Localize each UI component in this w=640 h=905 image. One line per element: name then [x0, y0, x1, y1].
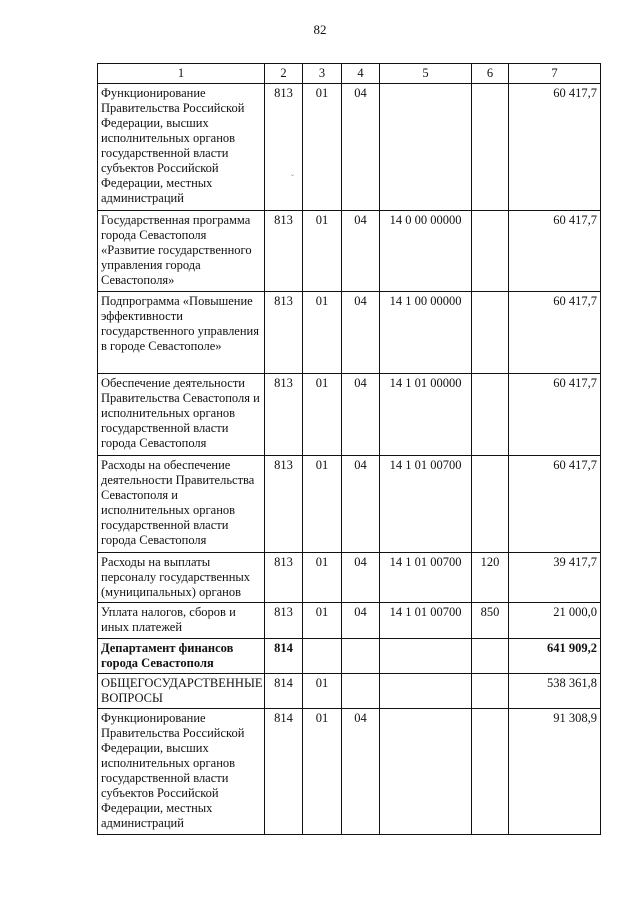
table-row: [98, 374, 601, 456]
row-csr: 14 1 01 00000: [380, 374, 472, 456]
row-csr: 14 1 01 00700: [380, 603, 472, 639]
row-rz: 01: [303, 211, 342, 292]
row-name: Обеспечение деятельности Правительства Севастополя и исполнительных органов государственной власти города Севастополя: [98, 374, 265, 456]
table-body: [98, 84, 601, 835]
row-name: Уплата налогов, сборов и иных платежей: [98, 603, 265, 639]
table-row: [98, 553, 601, 603]
row-sum: 21 000,0: [509, 603, 601, 639]
header-col-4: 4: [342, 64, 380, 84]
row-vr: [472, 639, 509, 674]
header-col-7: 7: [509, 64, 601, 84]
row-sum: 60 417,7: [509, 211, 601, 292]
row-ved: 813: [265, 84, 303, 211]
row-pr: 04: [342, 292, 380, 374]
row-sum: 60 417,7: [509, 374, 601, 456]
row-ved: 814: [265, 709, 303, 835]
row-ved: 813: [265, 374, 303, 456]
row-vr: [472, 674, 509, 709]
row-pr: 04: [342, 603, 380, 639]
row-name: Государственная программа города Севастополя «Развитие государственного управления города Севастополя»: [98, 211, 265, 292]
row-csr: 14 1 00 00000: [380, 292, 472, 374]
row-sum: 60 417,7: [509, 84, 601, 211]
row-name: Подпрограмма «Повышение эффективности государственного управления в городе Севастополе»: [98, 292, 265, 374]
row-ved: 813: [265, 603, 303, 639]
header-col-2: 2: [265, 64, 303, 84]
row-rz: 01: [303, 603, 342, 639]
table-row: [98, 292, 601, 374]
row-rz: [303, 639, 342, 674]
header-row: [98, 64, 601, 84]
budget-table: [97, 63, 601, 835]
header-col-3: 3: [303, 64, 342, 84]
row-vr: [472, 709, 509, 835]
table-row: [98, 211, 601, 292]
row-vr: 850: [472, 603, 509, 639]
row-rz: 01: [303, 374, 342, 456]
table-row: [98, 639, 601, 674]
row-ved: 813: [265, 553, 303, 603]
row-vr: [472, 211, 509, 292]
table-row: [98, 674, 601, 709]
row-rz: 01: [303, 456, 342, 553]
row-pr: [342, 639, 380, 674]
row-name: Расходы на выплаты персоналу государственных (муниципальных) органов: [98, 553, 265, 603]
table-row: [98, 84, 601, 211]
row-sum: 60 417,7: [509, 456, 601, 553]
row-sum: 60 417,7: [509, 292, 601, 374]
row-vr: [472, 84, 509, 211]
row-csr: 14 1 01 00700: [380, 553, 472, 603]
row-pr: 04: [342, 374, 380, 456]
row-csr: [380, 84, 472, 211]
page-number: 82: [313, 22, 327, 37]
row-sum: 91 308,9: [509, 709, 601, 835]
header-col-5: 5: [380, 64, 472, 84]
row-pr: 04: [342, 709, 380, 835]
row-pr: 04: [342, 84, 380, 211]
row-csr: 14 1 01 00700: [380, 456, 472, 553]
row-pr: 04: [342, 211, 380, 292]
row-pr: [342, 674, 380, 709]
row-ved: 813: [265, 292, 303, 374]
row-sum: 641 909,2: [509, 639, 601, 674]
row-vr: [472, 374, 509, 456]
scan-speck: ˘: [291, 173, 294, 183]
row-csr: 14 0 00 00000: [380, 211, 472, 292]
row-pr: 04: [342, 553, 380, 603]
row-vr: [472, 292, 509, 374]
row-ved: 814: [265, 639, 303, 674]
row-csr: [380, 639, 472, 674]
header-col-6: 6: [472, 64, 509, 84]
table-row: [98, 603, 601, 639]
row-sum: 538 361,8: [509, 674, 601, 709]
row-name: ОБЩЕГОСУДАРСТВЕННЫЕ ВОПРОСЫ: [98, 674, 265, 709]
row-name: Департамент финансов города Севастополя: [98, 639, 265, 674]
row-pr: 04: [342, 456, 380, 553]
row-vr: 120: [472, 553, 509, 603]
row-vr: [472, 456, 509, 553]
row-ved: 814: [265, 674, 303, 709]
row-sum: 39 417,7: [509, 553, 601, 603]
row-rz: 01: [303, 553, 342, 603]
header-col-1: 1: [98, 64, 265, 84]
row-name: Расходы на обеспечение деятельности Правительства Севастополя и исполнительных органов государственной власти города Севастополя: [98, 456, 265, 553]
table-row: [98, 709, 601, 835]
row-rz: 01: [303, 674, 342, 709]
row-rz: 01: [303, 84, 342, 211]
row-csr: [380, 709, 472, 835]
table-row: [98, 456, 601, 553]
row-ved: 813: [265, 456, 303, 553]
row-name: Функционирование Правительства Российской Федерации, высших исполнительных органов государственной власти субъектов Российской Федерации, местных администраций: [98, 84, 265, 211]
row-name: Функционирование Правительства Российской Федерации, высших исполнительных органов государственной власти субъектов Российской Федерации, местных администраций: [98, 709, 265, 835]
row-rz: 01: [303, 292, 342, 374]
row-csr: [380, 674, 472, 709]
row-ved: 813: [265, 211, 303, 292]
row-rz: 01: [303, 709, 342, 835]
